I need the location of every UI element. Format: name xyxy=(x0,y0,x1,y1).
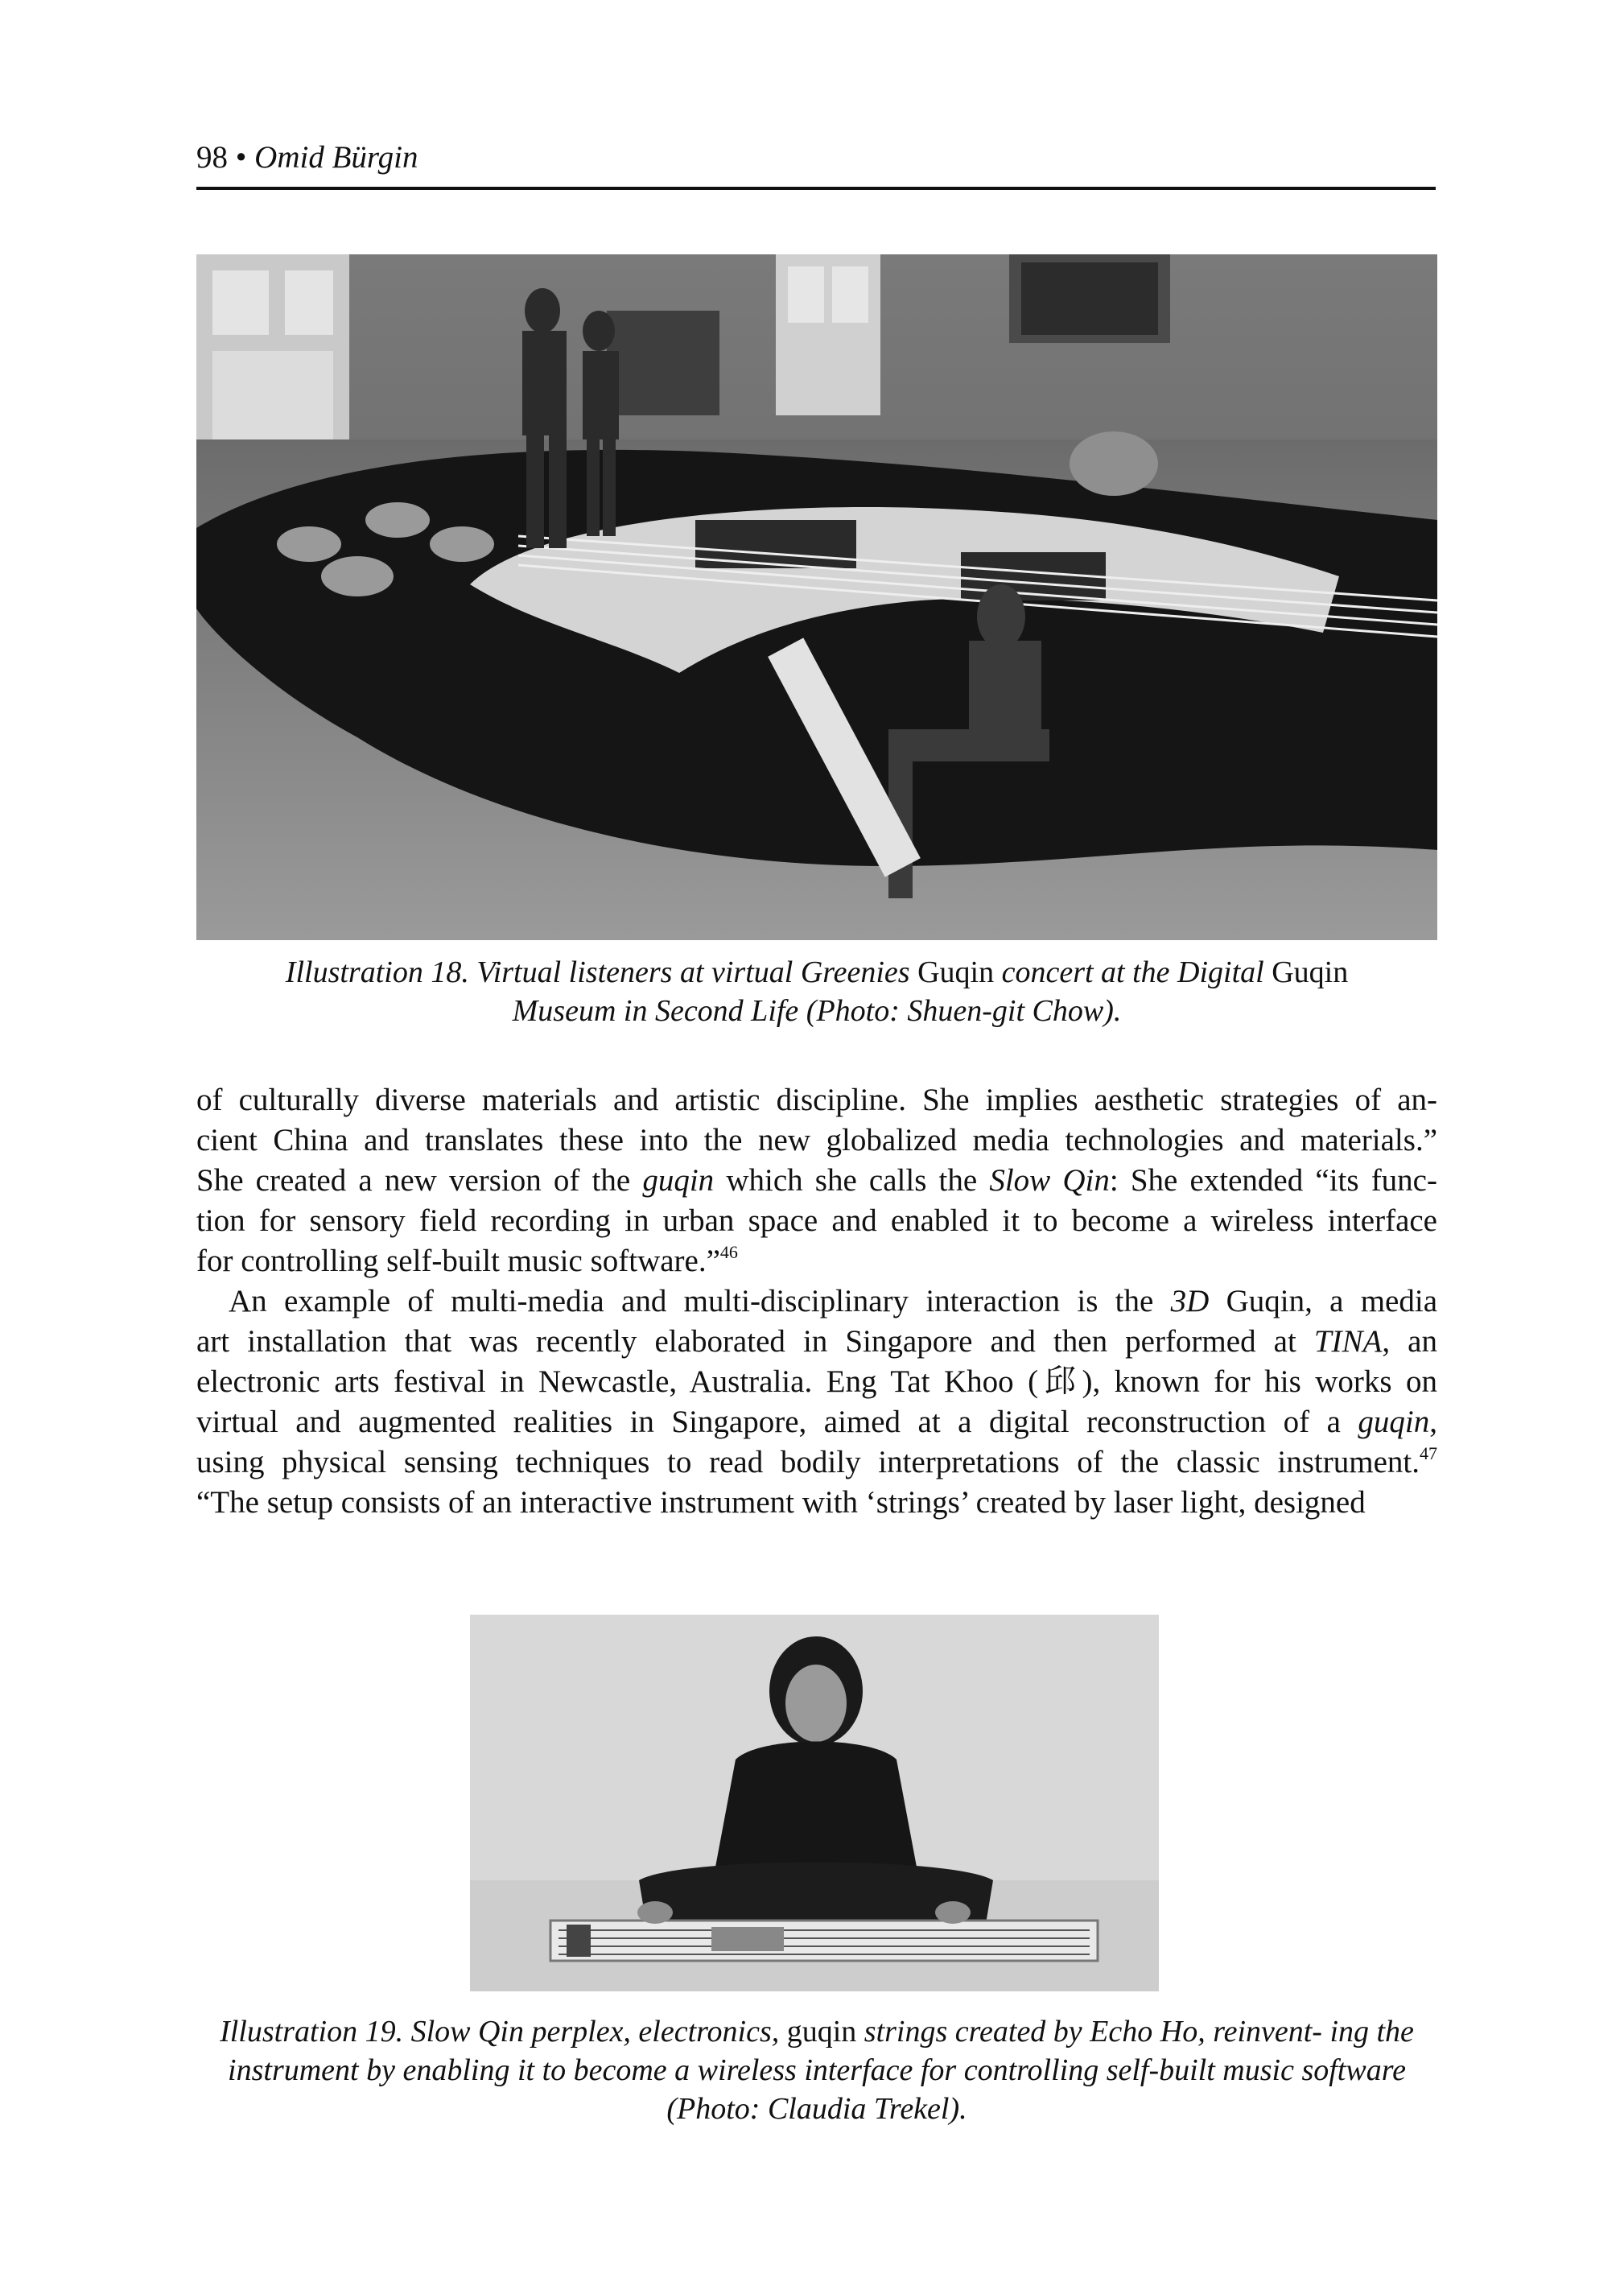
text-line: cient China and translates these into the new globalized media technologies and materials.” xyxy=(196,1123,1437,1157)
text-line: tion for sensory field recording in urban space and enabled it to become a wireless interface xyxy=(196,1203,1437,1238)
figure-19-caption xyxy=(196,2012,1437,2128)
footnote-ref[interactable]: 46 xyxy=(719,1242,738,1262)
running-head xyxy=(196,138,418,177)
text-line: of culturally diverse materials and artistic discipline. She implies aesthetic strategies of an- xyxy=(196,1083,1437,1117)
author-name: Omid Bürgin xyxy=(254,140,418,175)
body-text xyxy=(196,1080,1437,1523)
caption-part: concert at the Digital xyxy=(994,955,1272,989)
caption-part: guqin xyxy=(786,2015,857,2049)
figure-18-image xyxy=(196,254,1437,940)
text-line: She created a new version of the guqin which she calls the Slow Qin: She extended “its func- xyxy=(196,1163,1437,1198)
italic-term: guqin xyxy=(1358,1405,1430,1439)
figure-18-caption xyxy=(196,953,1437,1030)
page-number: 98 xyxy=(196,140,228,175)
header-rule xyxy=(196,187,1436,190)
text-line: “The setup consists of an interactive instrument with ‘strings’ created by laser light, designed xyxy=(196,1485,1366,1520)
paragraph xyxy=(196,1080,1437,1281)
text-line: art installation that was recently elaborated in Singapore and then performed at TINA, an xyxy=(196,1324,1437,1359)
caption-part: Guqin xyxy=(1272,955,1349,989)
caption-part: Illustration 18. Virtual listeners at virtual Greenies xyxy=(285,955,918,989)
text-line: for controlling self-built music software.”$^{46}$ xyxy=(196,1242,738,1278)
italic-term: guqin xyxy=(642,1163,715,1198)
text-line: An example of multi-media and multi-disciplinary interaction is the 3D Guqin, a media xyxy=(229,1284,1437,1318)
figure-19-illustration xyxy=(470,1615,1159,1991)
footnote-ref[interactable]: 47 xyxy=(1420,1443,1437,1463)
caption-part: Museum in Second Life (Photo: Shuen-git Chow). xyxy=(512,994,1122,1028)
caption-part: strings created by Echo Ho, reinvent- ing the instrument by enabling it to become a wireless interface for controlling self-built music software (Photo: Claudia Trekel). xyxy=(228,2015,1414,2126)
text-line: electronic arts festival in Newcastle, Australia. Eng Tat Khoo (邱), known for his works on xyxy=(196,1364,1437,1399)
text-line: virtual and augmented realities in Singapore, aimed at a digital reconstruction of a guqin, xyxy=(196,1405,1437,1439)
figure-18-illustration xyxy=(196,254,1437,940)
caption-part: Illustration 19. Slow Qin perplex, electronics, xyxy=(220,2015,787,2049)
italic-term: TINA xyxy=(1313,1324,1383,1359)
italic-term: Slow Qin xyxy=(989,1163,1110,1198)
caption-part: Guqin xyxy=(917,955,995,989)
text-line: using physical sensing techniques to read bodily interpretations of the classic instrument.$^{47}$ xyxy=(196,1443,1437,1479)
italic-term: 3D xyxy=(1170,1284,1210,1318)
figure-19-image xyxy=(470,1615,1159,1991)
paragraph xyxy=(196,1281,1437,1523)
header-bullet: • xyxy=(235,140,247,175)
